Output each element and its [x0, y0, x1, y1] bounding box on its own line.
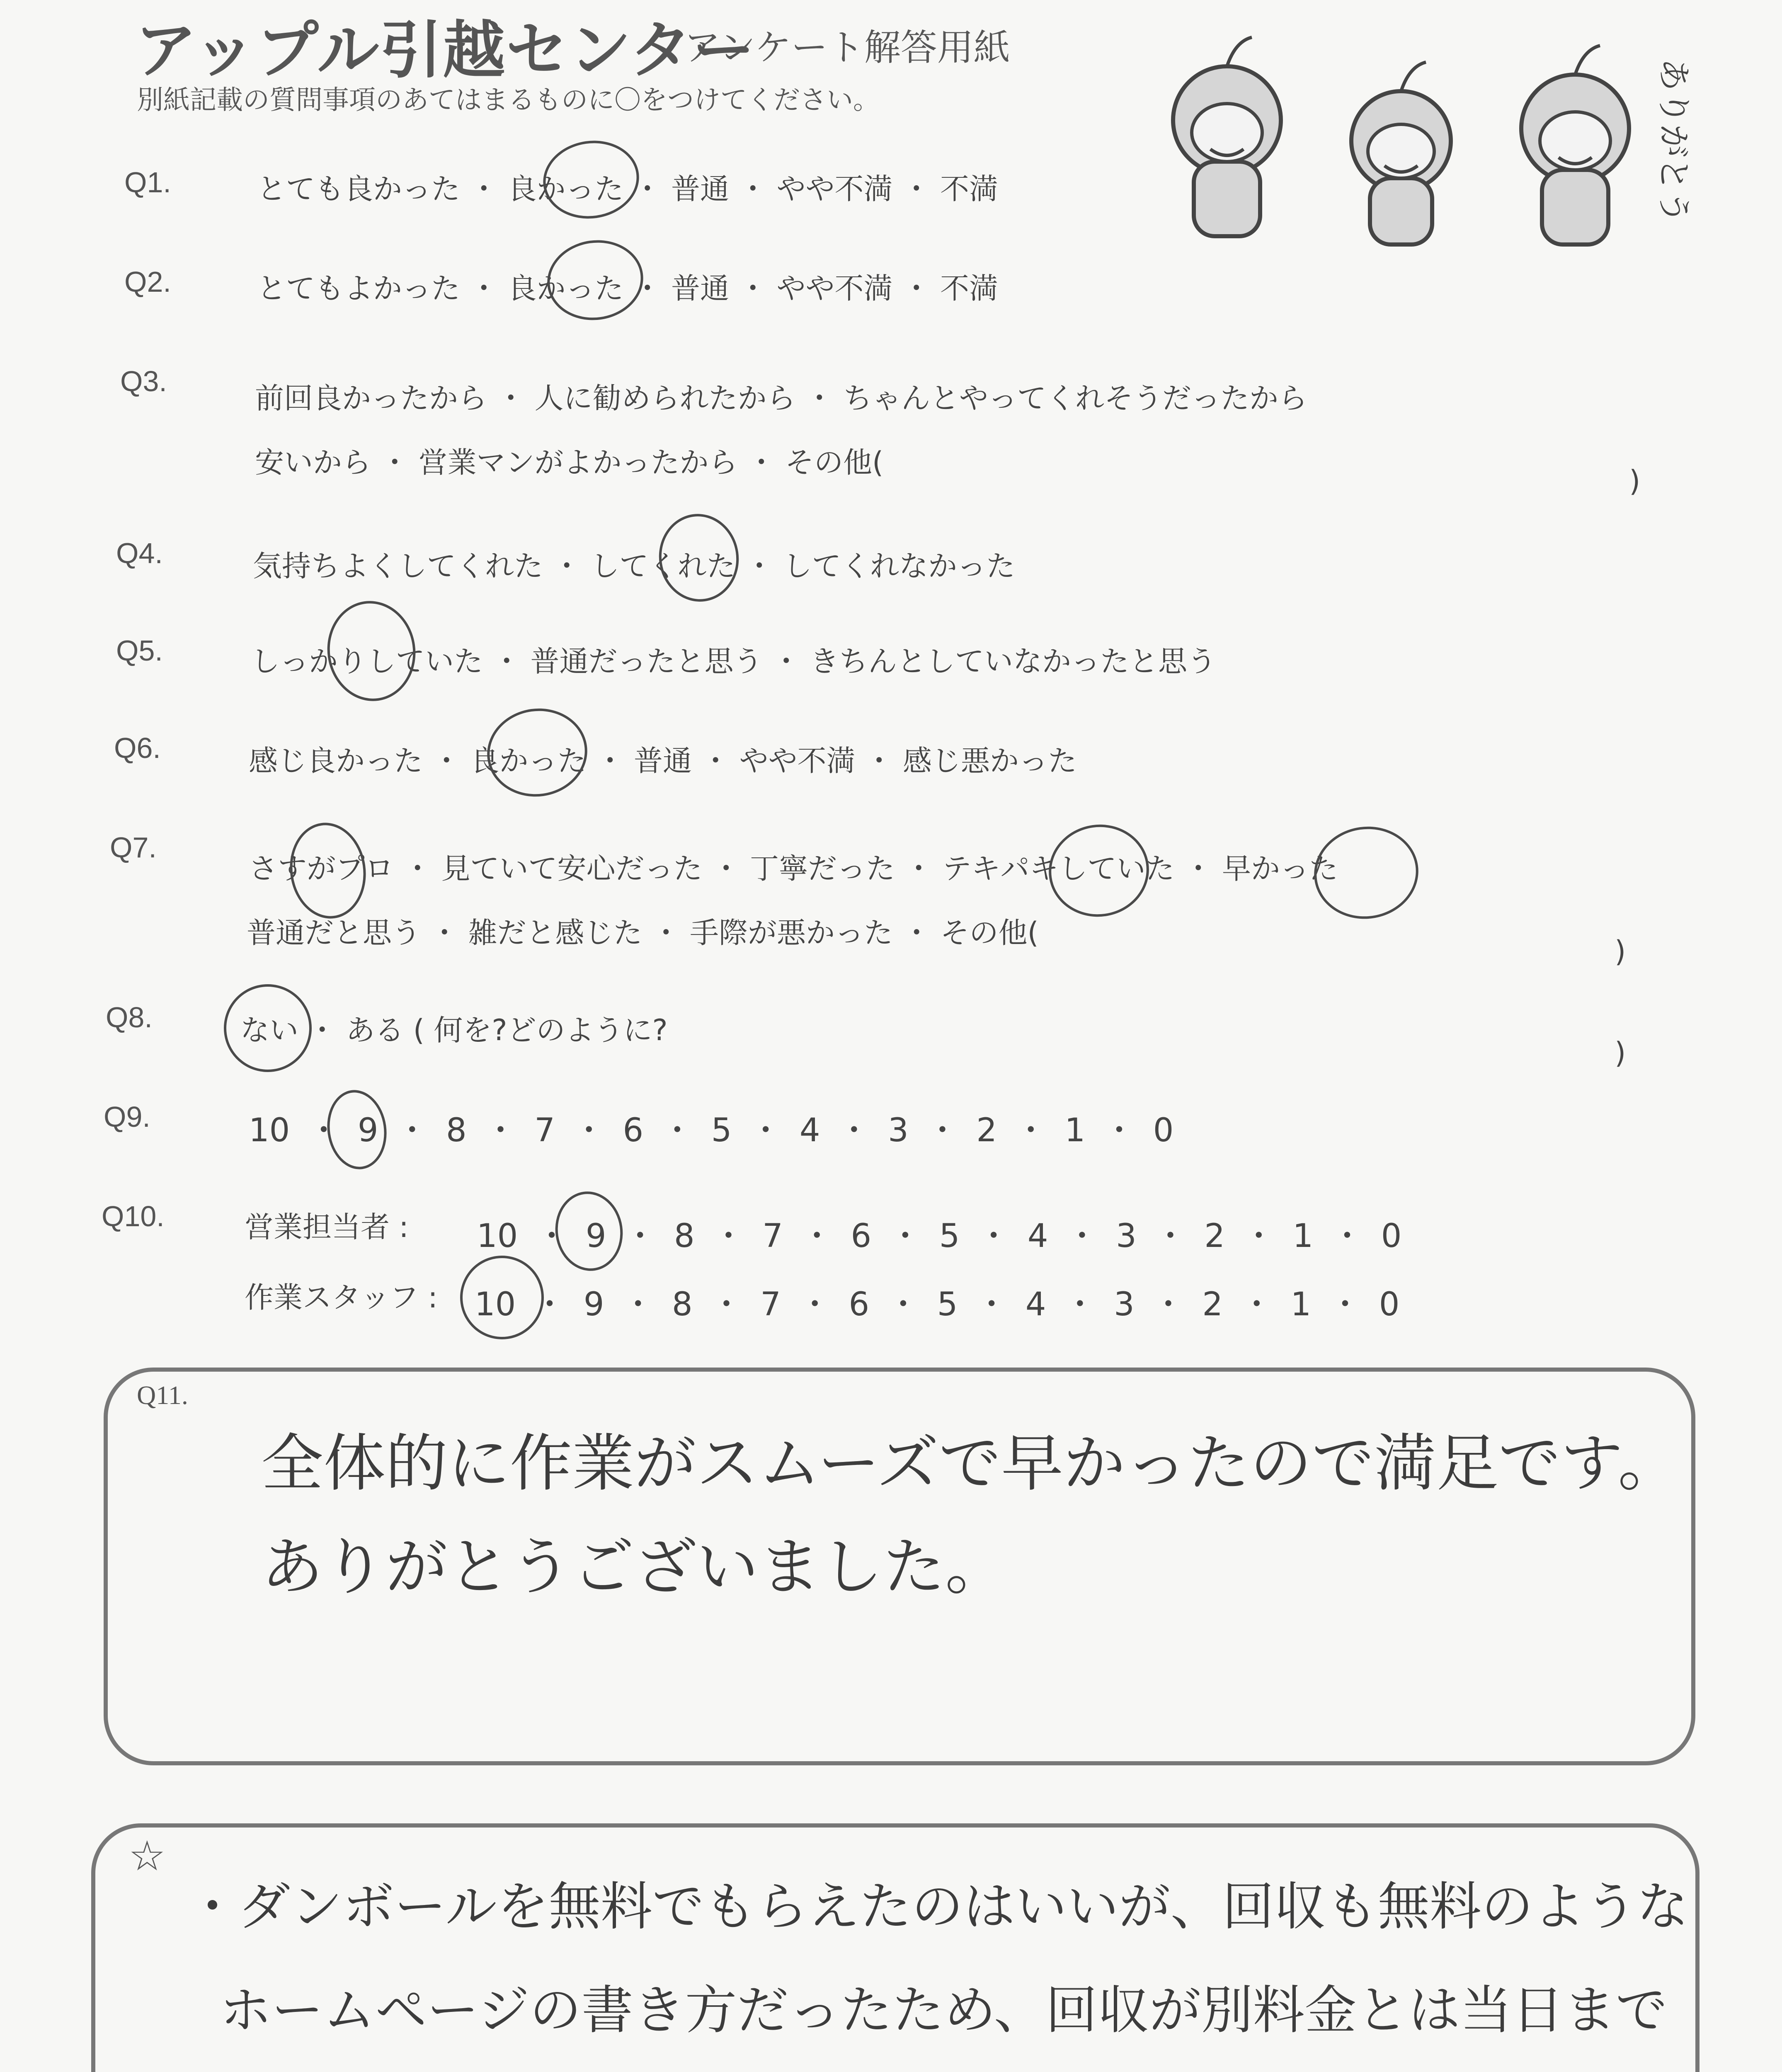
q10-staff-answer-circle	[455, 1250, 549, 1345]
q10-staff-label: 作業スタッフ :	[245, 1280, 438, 1314]
q10-number: Q10.	[102, 1200, 165, 1232]
star-icon: ☆	[128, 1832, 166, 1880]
company-title: アップル引越センター	[135, 15, 756, 87]
q11-comment-line1: 全体的に作業がスムーズで早かったので満足です。	[261, 1428, 1680, 1500]
q8-answer-circle	[218, 978, 317, 1077]
q1-answer-circle	[538, 135, 644, 225]
q9-scale: 10 ・ 9 ・ 8 ・ 7 ・ 6 ・ 5 ・ 4 ・ 3 ・ 2 ・ 1 ・ 0	[249, 1112, 1174, 1149]
q9-number: Q9.	[104, 1101, 150, 1133]
star-comment-line2: ホームページの書き方だったため、回収が別料金とは当日まで	[220, 1980, 1668, 2041]
q3-number: Q3.	[120, 365, 167, 397]
q11-comment-line2: ありがとうございました。	[261, 1531, 1008, 1603]
q4-answer-circle	[653, 509, 744, 607]
q5-number: Q5.	[116, 634, 163, 667]
instruction-text: 別紙記載の質問事項のあてはまるものに〇をつけてください。	[137, 85, 880, 116]
q5-answer-circle	[321, 595, 422, 707]
mascot-illustration	[1152, 25, 1712, 257]
q2-number: Q2.	[124, 266, 171, 298]
q6-options: 感じ良かった ・ 良かった ・ 普通 ・ やや不満 ・ 感じ悪かった	[249, 744, 1077, 778]
q2-answer-circle	[542, 234, 648, 326]
q3-close-paren: )	[1629, 464, 1641, 498]
q7-options-line2: 普通だと思う ・ 雑だと感じた ・ 手際が悪かった ・ その他(	[247, 916, 1039, 950]
q10-staff-scale: 10 ・ 9 ・ 8 ・ 7 ・ 6 ・ 5 ・ 4 ・ 3 ・ 2 ・ 1 ・ 0	[475, 1286, 1400, 1323]
q9-answer-circle	[322, 1086, 391, 1173]
q10-sales-answer-circle	[550, 1187, 628, 1276]
q4-number: Q4.	[116, 537, 163, 569]
q3-options-line2: 安いから ・ 営業マンがよかったから ・ その他(	[255, 445, 884, 479]
q7-answer-circle-2	[1043, 818, 1155, 923]
q8-close-paren: )	[1615, 1036, 1626, 1070]
q5-options: しっかりしていた ・ 普通だったと思う ・ きちんとしていなかったと思う	[251, 644, 1217, 678]
q2-options: とてもよかった ・ 良かった ・ 普通 ・ やや不満 ・ 不満	[257, 271, 999, 305]
q8-number: Q8.	[106, 1001, 153, 1034]
mascot-caption: ありがとう	[1654, 58, 1693, 224]
q7-number: Q7.	[110, 831, 157, 864]
q3-options-line1: 前回良かったから ・ 人に勧められたから ・ ちゃんとやってくれそうだったから	[255, 381, 1308, 415]
monkey-mascots-icon	[1152, 25, 1712, 257]
q7-close-paren: )	[1615, 934, 1626, 968]
q7-answer-circle-1	[284, 818, 372, 923]
q10-sales-scale: 10 ・ 9 ・ 8 ・ 7 ・ 6 ・ 5 ・ 4 ・ 3 ・ 2 ・ 1 ・ 0	[477, 1218, 1402, 1255]
q4-options: 気持ちよくしてくれた ・ してくれた ・ してくれなかった	[253, 549, 1016, 583]
q7-options-line1: さすがプロ ・ 見ていて安心だった ・ 丁寧だった ・ テキパキしていた ・ 早かった	[249, 852, 1338, 886]
q7-answer-circle-3	[1308, 820, 1424, 926]
q10-sales-label: 営業担当者 :	[245, 1210, 409, 1244]
form-subtitle: アンケート解答用紙	[684, 26, 1010, 69]
q11-label: Q11.	[137, 1380, 188, 1410]
star-comment-line1: ・ダンボールを無料でもらえたのはいいが、回収も無料のような	[187, 1877, 1689, 1937]
q8-options: ない ・ ある ( 何を?どのように?	[240, 1013, 668, 1047]
q6-number: Q6.	[114, 732, 161, 764]
q1-options: とても良かった ・ 良かった ・ 普通 ・ やや不満 ・ 不満	[257, 172, 999, 206]
star-comment-line3	[220, 2068, 1782, 2072]
q1-number: Q1.	[124, 166, 171, 198]
q6-answer-circle	[481, 702, 593, 803]
